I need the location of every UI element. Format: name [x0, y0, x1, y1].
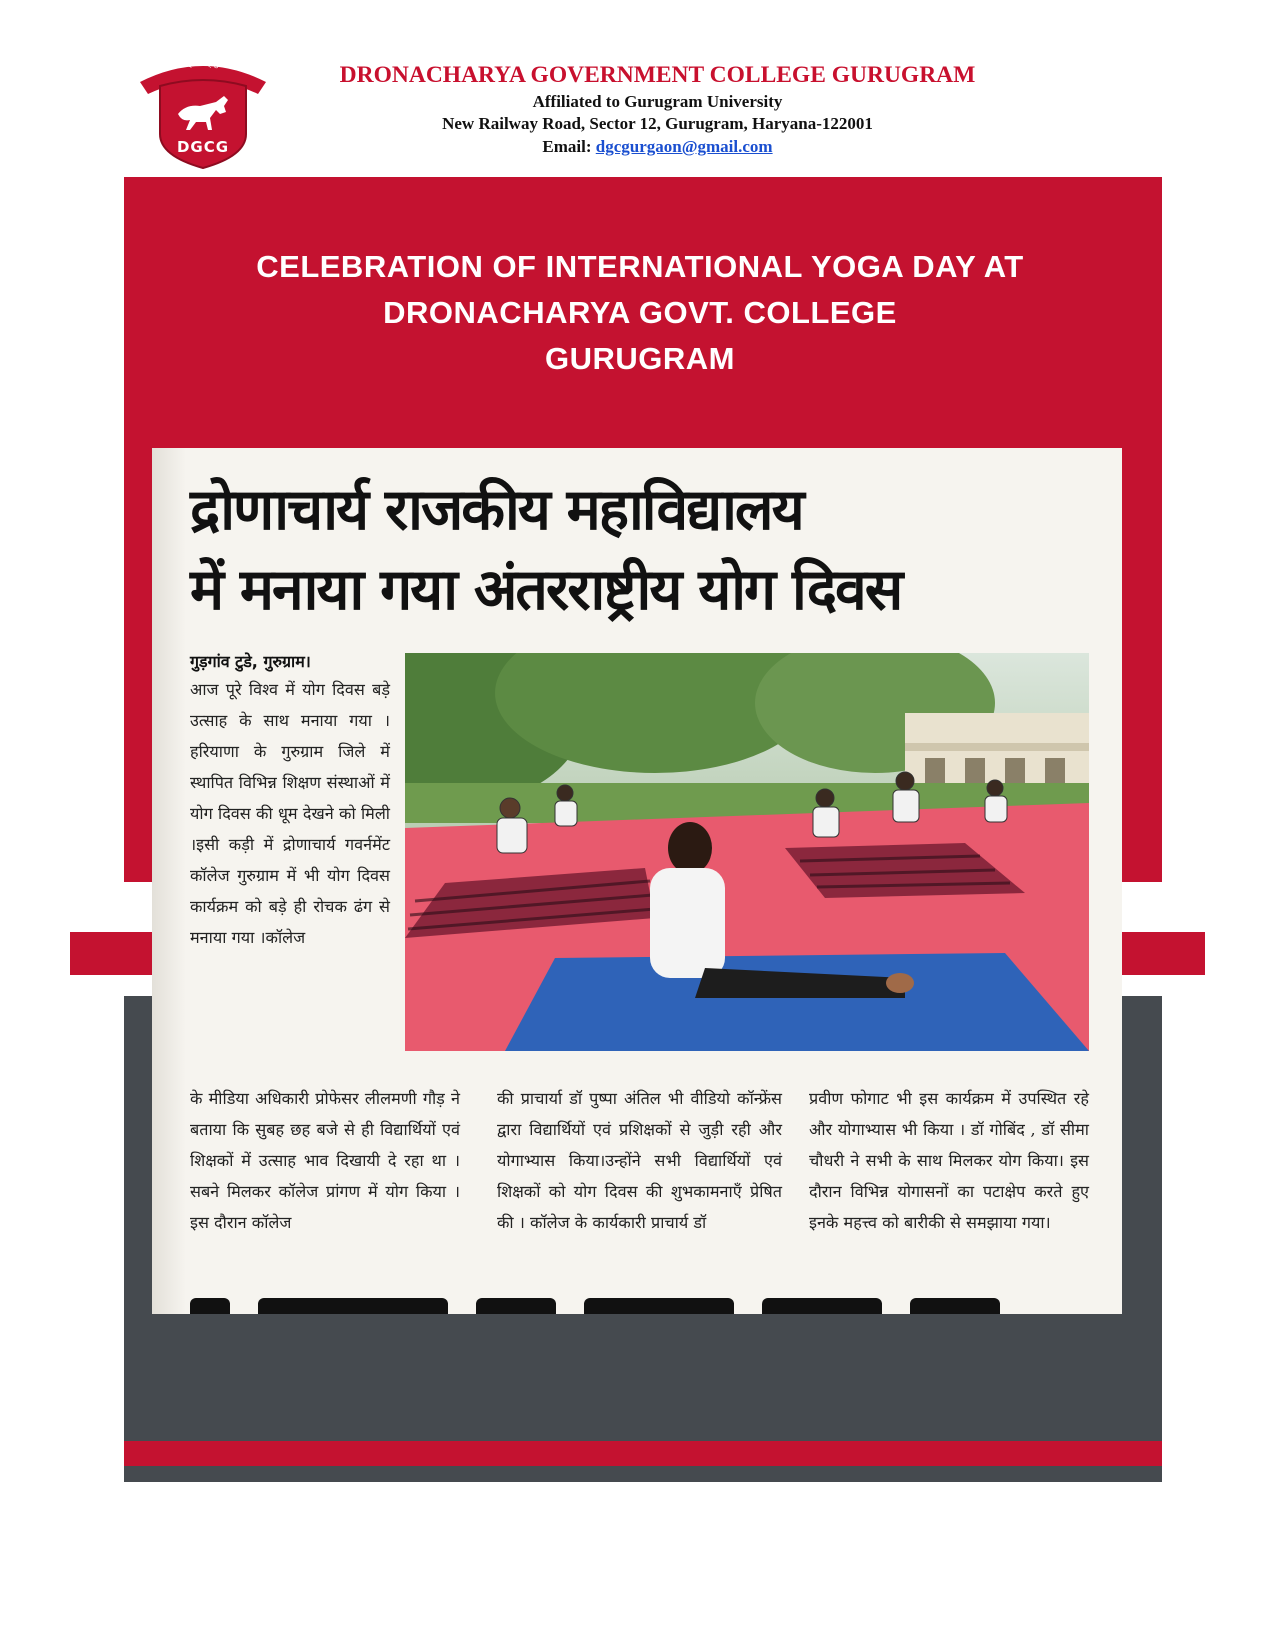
red-band-left — [70, 932, 160, 975]
email-link[interactable]: dgcgurgaon@gmail.com — [595, 137, 773, 156]
dateline: गुड़गांव टुडे, गुरुग्राम। — [190, 652, 311, 671]
banner-title — [160, 244, 1120, 382]
red-band-right — [1110, 932, 1205, 975]
article-column-3: प्रवीण फोगाट भी इस कार्यक्रम में उपस्थित रहे और योगाभ्यास भी किया । डॉ गोबिंद , डॉ सीमा चौधरी ने सभी के साथ मिलकर योग किया। इस दौरान विभिन्न योगासनों का पटाक्षेप करते हुए इनके महत्त्व को बारीकी से समझाया गया। — [809, 1089, 1089, 1232]
headline-line: में मनाया गया अंतरराष्ट्रीय योग दिवस — [190, 557, 902, 623]
clipping-headline — [190, 470, 1120, 630]
email-line — [300, 137, 1015, 157]
affiliation-line: Affiliated to Gurugram University — [532, 92, 783, 111]
article-column-2: की प्राचार्या डॉ पुष्पा अंतिल भी वीडियो कॉन्फ्रेंस द्वारा विद्यार्थियों एवं प्रशिक्षकों से जुड़ी रही और योगाभ्यास किया।उन्होंने सभी विद्यार्थियों एवं शिक्षकों को योग दिवस की शुभकामनाएँ प्रेषित की । कॉलेज के कार्यकारी प्राचार्य डॉ — [497, 1089, 782, 1232]
clipping-cut-off-text — [190, 1298, 1090, 1314]
logo-initials: DGCG — [176, 138, 230, 156]
banner-title-line: DRONACHARYA GOVT. COLLEGE — [383, 295, 897, 330]
headline-line: द्रोणाचार्य राजकीय महाविद्यालय — [190, 477, 803, 543]
red-footer-strip — [124, 1441, 1162, 1466]
college-name: DRONACHARYA GOVERNMENT COLLEGE GURUGRAM — [339, 62, 976, 88]
clipping-fold-shadow — [152, 448, 186, 1314]
banner-title-line: CELEBRATION OF INTERNATIONAL YOGA DAY AT — [256, 249, 1024, 284]
logo-shield — [160, 80, 246, 168]
article-column-1: के मीडिया अधिकारी प्रोफेसर लीलमणी गौड़ ने बताया कि सुबह छह बजे से ही विद्यार्थियों एवं शिक्षकों में उत्साह भाव दिखायी दे रहा था । सबने मिलकर कॉलेज प्रांगण में योग किया । इस दौरान कॉलेज — [190, 1089, 460, 1232]
newspaper-clipping — [152, 448, 1122, 1314]
lead-paragraph: आज पूरे विश्व में योग दिवस बड़े उत्साह के साथ मनाया गया । हरियाणा के गुरुग्राम जिले में स्थापित विभिन्न शिक्षण संस्थाओं में योग दिवस की धूम देखने को मिली ।इसी कड़ी में द्रोणाचार्य गवर्नमेंट कॉलेज गुरुग्राम में भी योग दिवस कार्यक्रम को बड़े ही रोचक ढंग से मनाया गया ।कॉलेज — [190, 680, 390, 947]
email-label: Email: — [542, 137, 592, 156]
banner-title-line: GURUGRAM — [545, 341, 735, 376]
college-logo — [138, 52, 268, 170]
yoga-session-photo — [405, 653, 1089, 1051]
logo-motto: सत्यम् शिवम् सुन्दरम् — [173, 59, 233, 68]
address-line: New Railway Road, Sector 12, Gurugram, Haryana-122001 — [442, 114, 873, 133]
